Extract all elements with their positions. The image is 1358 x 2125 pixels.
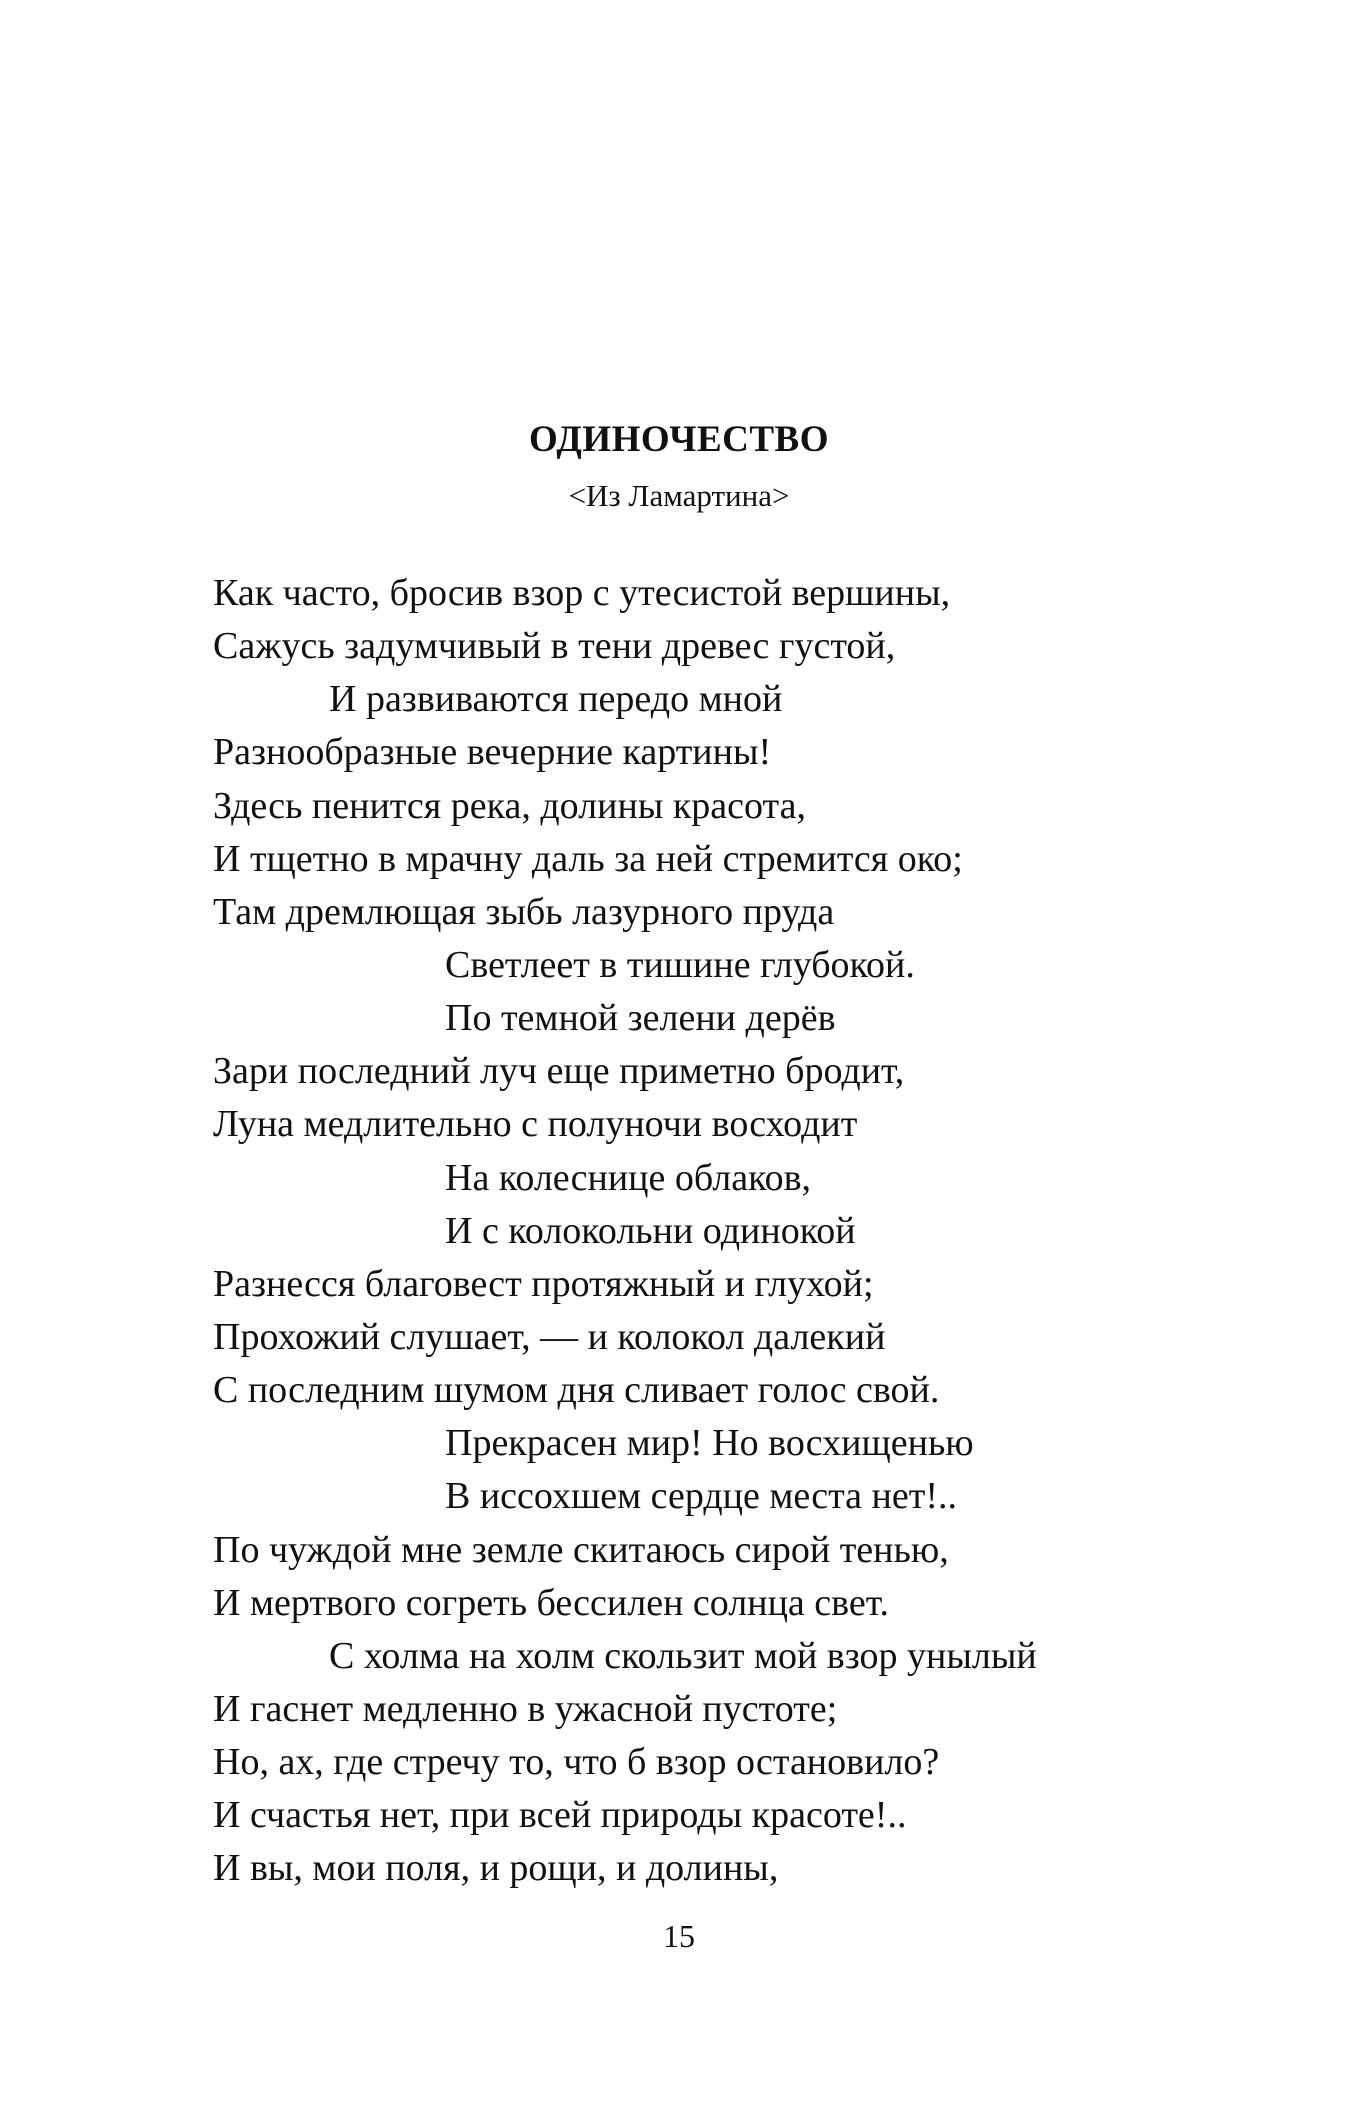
poem-line: И развиваются передо мной (329, 678, 783, 721)
poem-line: Разнообразные вечерние картины! (213, 731, 772, 774)
poem-line: Прохожий слушает, — и колокол далекий (213, 1315, 886, 1358)
poem-line: Прекрасен мир! Но восхищенью (445, 1422, 974, 1465)
poem-body (213, 567, 1313, 1896)
poem-line: На колеснице облаков, (445, 1156, 812, 1199)
poem-line: Луна медлительно с полуночи восходит (213, 1103, 858, 1146)
poem-line: Сажусь задумчивый в тени древес густой, (213, 625, 896, 668)
poem-line: И мертвого согреть бессилен солнца свет. (213, 1581, 889, 1624)
page-number: 15 (663, 1918, 695, 1954)
poem-line: С последним шумом дня сливает голос свой. (213, 1369, 940, 1412)
poem-subtitle: <Из Ламартина> (568, 478, 790, 513)
poem-line: Светлеет в тишине глубокой. (445, 943, 915, 986)
poem-line: Как часто, бросив взор с утесистой вершины, (213, 572, 951, 614)
poem-line: Но, ах, где стречу то, что б взор остановило? (213, 1741, 940, 1784)
poem-line: И тщетно в мрачну даль за ней стремится око; (213, 837, 963, 880)
poem-line: По темной зелени дерёв (445, 997, 836, 1040)
poem-line: По чуждой мне земле скитаюсь сирой тенью, (213, 1528, 949, 1571)
poem-line: И вы, мои поля, и рощи, и долины, (213, 1847, 779, 1890)
poem-line: В иссохшем сердце места нет!.. (445, 1475, 957, 1518)
poem-line: И счастья нет, при всей природы красоте!.. (213, 1794, 907, 1837)
poem-line: Зари последний луч еще приметно бродит, (213, 1050, 905, 1093)
poem-line: Здесь пенится река, долины красота, (213, 784, 806, 827)
poem-line: Там дремлющая зыбь лазурного пруда (213, 890, 835, 933)
poem-line: И гаснет медленно в ужасной пустоте; (213, 1687, 838, 1730)
poem-title: ОДИНОЧЕСТВО (528, 419, 829, 460)
poem-line: И с колокольни одинокой (445, 1209, 856, 1252)
poem-line: С холма на холм скользит мой взор унылый (329, 1634, 1037, 1677)
poem-line: Разнесся благовест протяжный и глухой; (213, 1262, 874, 1305)
